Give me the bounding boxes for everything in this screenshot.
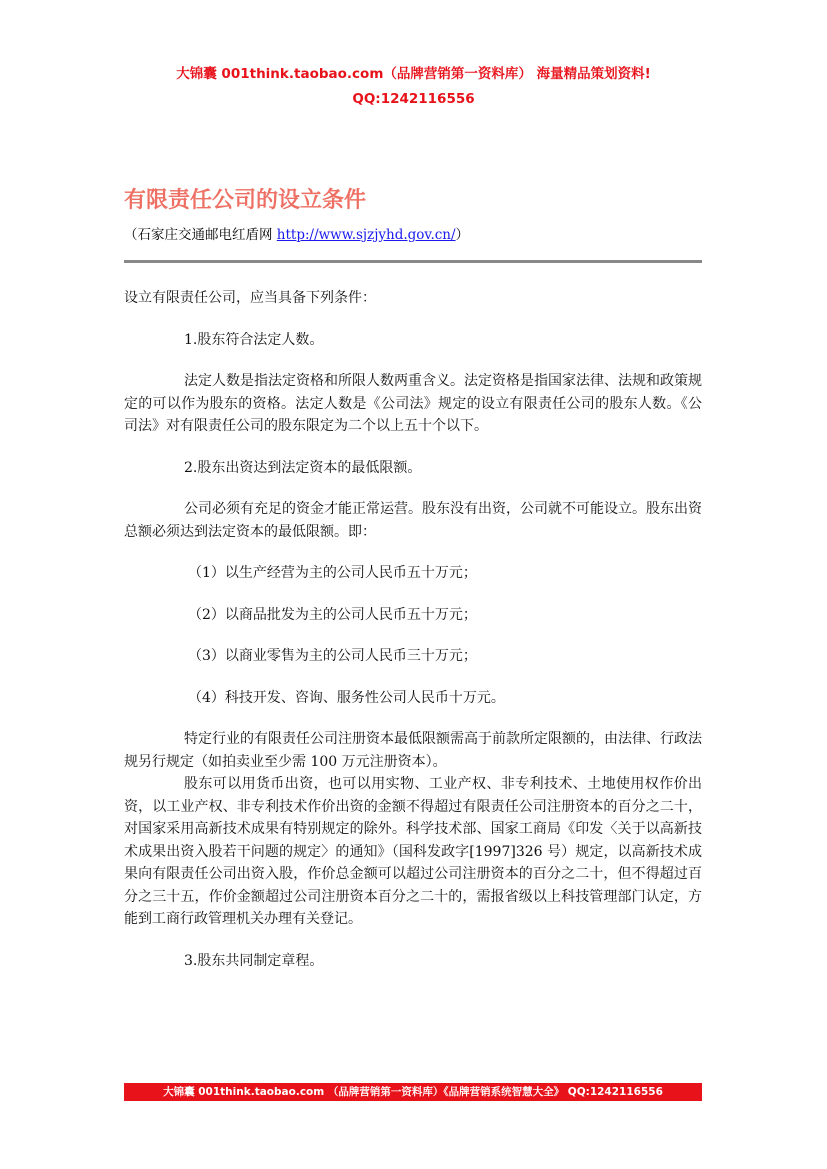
condition-1-heading: 1.股东符合法定人数。 <box>184 331 324 348</box>
condition-2-paragraph: 公司必须有充足的资金才能正常运营。股东没有出资，公司就不可能设立。股东出资总额必须达到法定资本的最低限额。即： <box>124 501 702 540</box>
intro-paragraph: 设立有限责任公司，应当具备下列条件： <box>124 290 376 306</box>
source-suffix: ） <box>455 227 470 243</box>
header-banner <box>0 62 827 112</box>
minimum-capital-item: （3）以商业零售为主的公司人民币三十万元； <box>188 648 477 664</box>
horizontal-divider <box>124 260 702 263</box>
contribution-paragraph: 股东可以用货币出资，也可以用实物、工业产权、非专利技术、土地使用权作价出资，以工业产权、非专利技术作价出资的金额不得超过有限责任公司注册资本的百分之二十，对国家采用高新技术成果有特别规定的除外。科学技术部、国家工商局《印发〈关于以高新技术成果出资入股若干问题的规定〉的通知》（国科发政字[1997]326 号）规定，以高新技术成果向有限责任公司出资入股，作价总金额可以超过公司注册资本的百分之二十，但不得超过百分之三十五，作价金额超过公司注册资本百分之二十的，需报省级以上科技管理部门认定，方能到工商行政管理机关办理有关登记。 <box>124 776 702 927</box>
document-body <box>124 287 702 972</box>
source-link[interactable]: http://www.sjzjyhd.gov.cn/ <box>276 227 456 243</box>
source-attribution <box>124 226 469 244</box>
minimum-capital-item: （2）以商品批发为主的公司人民币五十万元； <box>188 606 477 623</box>
header-banner-qq: QQ:1242116556 <box>352 91 475 107</box>
minimum-capital-item: （4）科技开发、咨询、服务性公司人民币十万元。 <box>188 689 505 706</box>
special-industry-paragraph: 特定行业的有限责任公司注册资本最低限额需高于前款所定限额的，由法律、行政法规另行规定（如拍卖业至少需 100 万元注册资本）。 <box>124 731 702 770</box>
source-prefix: （石家庄交通邮电红盾网 <box>124 227 277 243</box>
condition-2-heading: 2.股东出资达到法定资本的最低限额。 <box>184 459 422 476</box>
minimum-capital-item: （1）以生产经营为主的公司人民币五十万元； <box>188 565 477 581</box>
footer-banner: 大锦囊 001think.taobao.com （品牌营销第一资料库）《品牌营销系统智慧大全》 QQ:1242116556 <box>124 1083 702 1101</box>
header-banner-line1: 大锦囊 001think.taobao.com（品牌营销第一资料库） 海量精品策划资料! <box>176 66 651 82</box>
condition-3-heading: 3.股东共同制定章程。 <box>184 952 324 969</box>
document-title: 有限责任公司的设立条件 <box>124 188 367 213</box>
condition-1-paragraph: 法定人数是指法定资格和所限人数两重含义。法定资格是指国家法律、法规和政策规定的可以作为股东的资格。法定人数是《公司法》规定的设立有限责任公司的股东人数。《公司法》对有限责任公司的股东限定为二个以上五十个以下。 <box>124 373 702 434</box>
